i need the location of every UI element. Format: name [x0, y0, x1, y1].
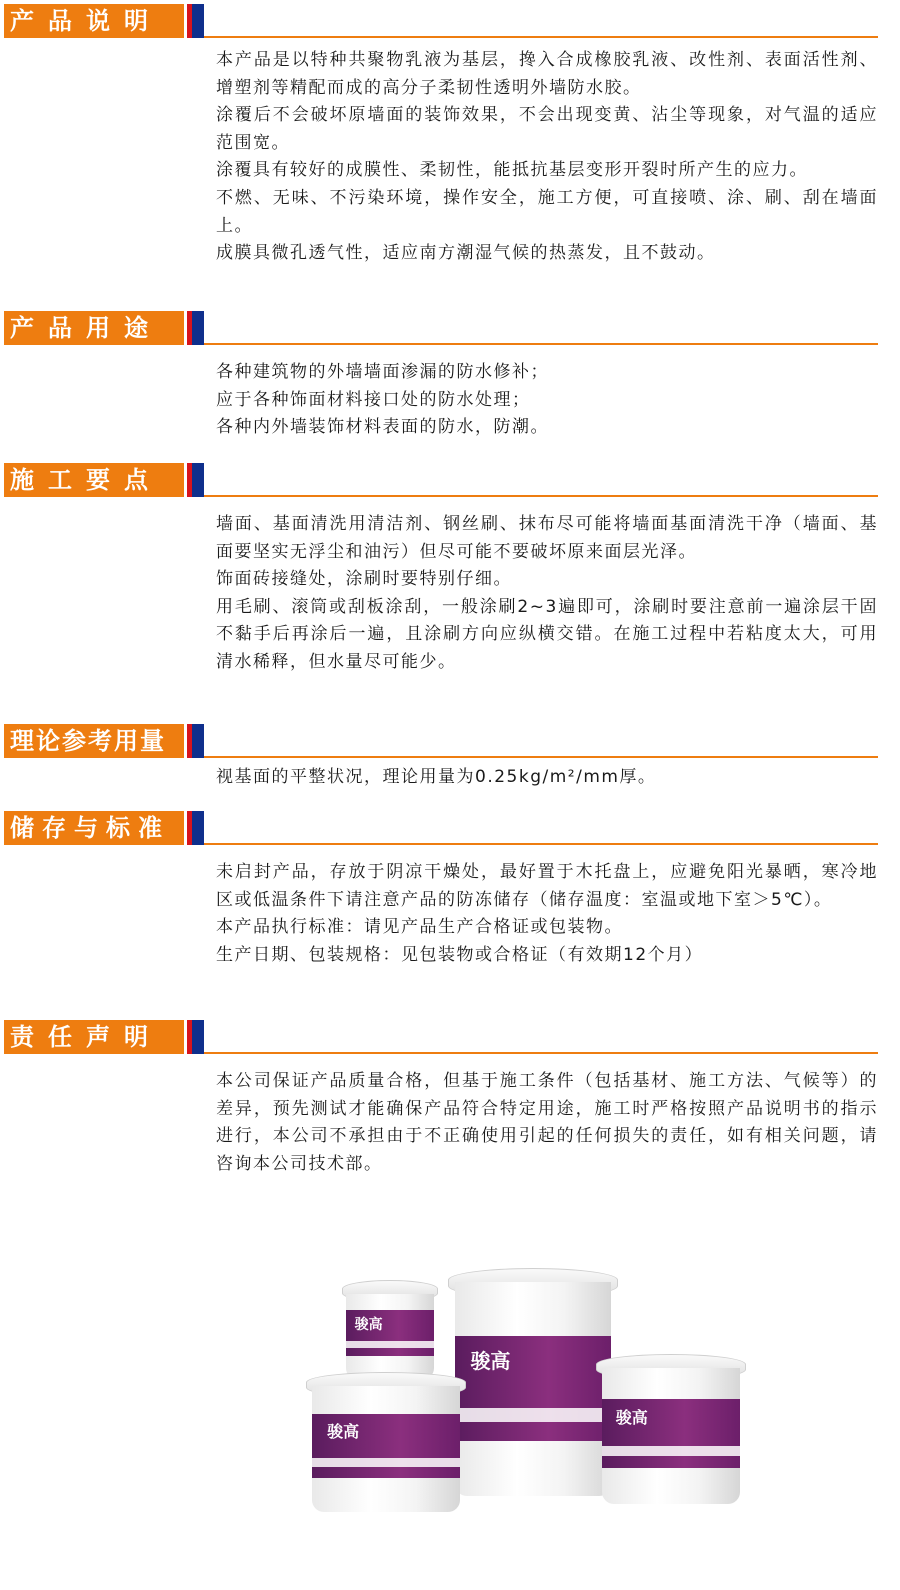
section-storage-standard	[0, 811, 900, 965]
paragraph: 各种建筑物的外墙墙面渗漏的防水修补；	[216, 362, 549, 382]
brand-logo: 骏高	[354, 1316, 383, 1333]
section-liability-statement	[0, 1020, 900, 1174]
product-bucket-large	[448, 1268, 618, 1496]
paragraph: 各种内外墙装饰材料表面的防水，防潮。	[216, 417, 549, 438]
section-body	[216, 511, 878, 677]
paragraph: 本产品是以特种共聚物乳液为基层，搀入合成橡胶乳液、改性剂、表面活性剂、增塑剂等精配而成的高分子柔韧性透明外墙防水胶。	[216, 50, 878, 98]
section-title: 产品用途	[4, 311, 184, 345]
section-rule	[204, 343, 878, 345]
section-construction-points	[0, 463, 900, 672]
product-bucket-right	[596, 1354, 746, 1504]
section-body	[216, 1068, 878, 1178]
section-body	[216, 764, 878, 792]
product-bucket-left	[306, 1372, 466, 1512]
section-product-use	[0, 311, 900, 438]
section-title: 责任声明	[4, 1020, 184, 1054]
section-title: 产品说明	[4, 4, 184, 38]
section-rule	[204, 36, 878, 38]
paragraph: 墙面、基面清洗用清洁剂、钢丝刷、抹布尽可能将墙面基面清洗干净（墙面、基面要坚实无浮尘和油污）但尽可能不要破坏原来面层光泽。	[216, 514, 878, 562]
section-rule	[204, 1052, 878, 1054]
section-header	[0, 4, 900, 38]
paragraph: 成膜具微孔透气性，适应南方潮湿气候的热蒸发，且不鼓动。	[216, 243, 716, 264]
paragraph: 本产品执行标准：请见产品生产合格证或包装物。	[216, 917, 623, 938]
paragraph: 视基面的平整状况，理论用量为0.25kg/m²/mm厚。	[216, 767, 657, 787]
section-header	[0, 311, 900, 345]
section-rule	[204, 495, 878, 497]
section-title: 储存与标准	[4, 811, 184, 845]
paragraph: 应于各种饰面材料接口处的防水处理；	[216, 389, 531, 410]
section-body	[216, 47, 878, 268]
paragraph: 生产日期、包装规格：见包装物或合格证（有效期12个月）	[216, 944, 704, 965]
section-header	[0, 463, 900, 497]
section-header	[0, 724, 900, 758]
paragraph: 饰面砖接缝处，涂刷时要特别仔细。	[216, 569, 512, 590]
product-image	[300, 1268, 760, 1518]
section-theoretical-usage	[0, 724, 900, 787]
section-title: 理论参考用量	[4, 724, 184, 758]
section-rule	[204, 843, 878, 845]
section-header	[0, 1020, 900, 1054]
product-bucket-small	[342, 1280, 438, 1380]
section-body	[216, 359, 878, 442]
paragraph: 不燃、无味、不污染环境，操作安全，施工方便，可直接喷、涂、刷、刮在墙面上。	[216, 187, 878, 236]
paragraph: 未启封产品，存放于阴凉干燥处，最好置于木托盘上，应避免阳光暴晒，寒冷地区或低温条件下请注意产品的防冻储存（储存温度：室温或地下室＞5℃）。	[216, 862, 878, 910]
paragraph: 涂覆后不会破坏原墙面的装饰效果，不会出现变黄、沾尘等现象，对气温的适应范围宽。	[216, 105, 878, 153]
brand-logo: 骏高	[327, 1422, 360, 1442]
section-body	[216, 859, 878, 969]
section-title: 施工要点	[4, 463, 184, 497]
section-product-description	[0, 4, 900, 264]
section-rule	[204, 756, 878, 758]
brand-logo: 骏高	[615, 1407, 648, 1427]
paragraph: 本公司保证产品质量合格，但基于施工条件（包括基材、施工方法、气候等）的差异，预先测试才能确保产品符合特定用途，施工时严格按照产品说明书的指示进行，本公司不承担由于不正确使用引起的任何损失的责任，如有相关问题，请咨询本公司技术部。	[216, 1071, 878, 1174]
paragraph: 涂覆具有较好的成膜性、柔韧性，能抵抗基层变形开裂时所产生的应力。	[216, 160, 808, 181]
section-header	[0, 811, 900, 845]
paragraph: 用毛刷、滚筒或刮板涂刮，一般涂刷2~3遍即可，涂刷时要注意前一遍涂层干固不黏手后再涂后一遍，且涂刷方向应纵横交错。在施工过程中若粘度太大，可用清水稀释，但水量尽可能少。	[216, 596, 878, 672]
brand-logo: 骏高	[470, 1348, 511, 1373]
